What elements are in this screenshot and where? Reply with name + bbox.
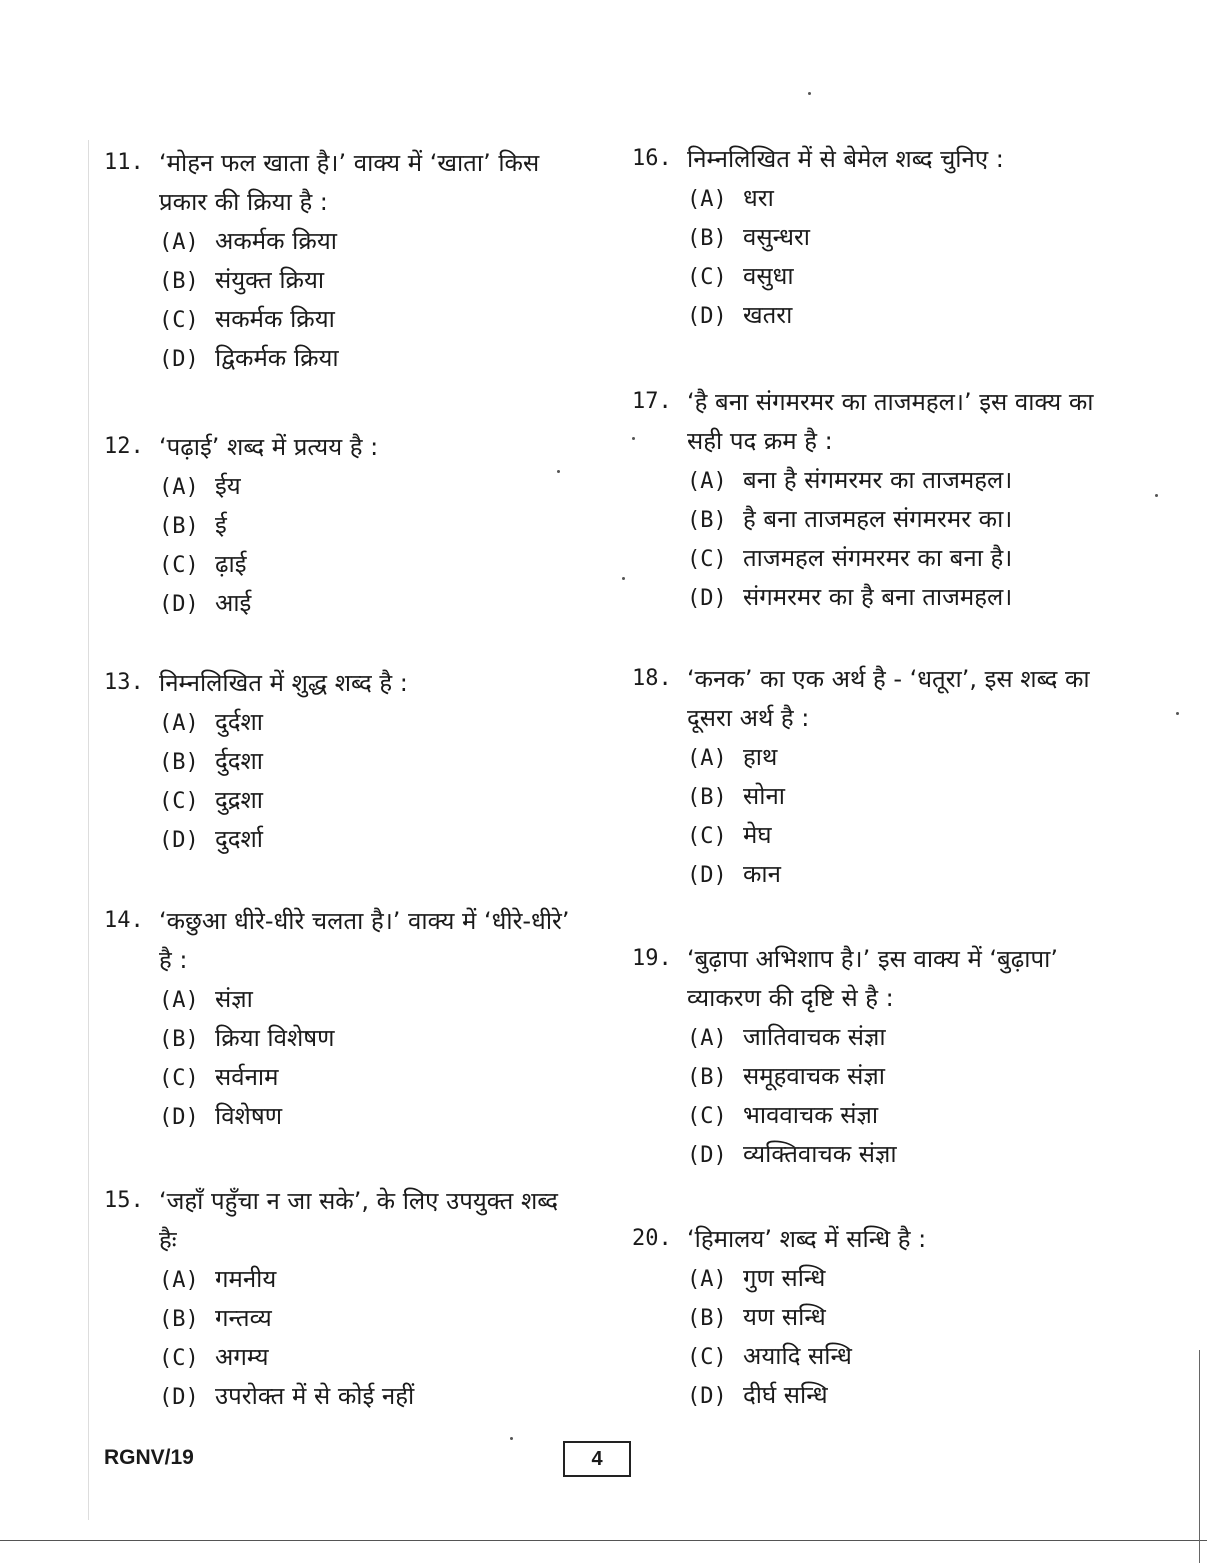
option-b xyxy=(159,506,574,545)
option-label: (C) xyxy=(159,308,199,333)
option-text: द्विकर्मक क्रिया xyxy=(215,344,339,372)
question-text: ‘जहाँ पहुँचा न जा सके’, के लिए उपयुक्त शब्द हैः xyxy=(159,1187,559,1254)
option-label: (A) xyxy=(159,230,199,255)
option-c xyxy=(687,816,1102,855)
bottom-rule xyxy=(0,1540,1207,1541)
option-a xyxy=(687,179,1102,218)
option-text: अकर्मक क्रिया xyxy=(215,227,337,255)
option-text: आई xyxy=(215,589,252,617)
option-label: (B) xyxy=(159,1307,199,1332)
option-list xyxy=(687,461,1102,617)
option-list xyxy=(159,1260,574,1416)
option-label: (D) xyxy=(687,304,727,329)
option-d xyxy=(159,1097,574,1136)
option-b xyxy=(159,1299,574,1338)
option-d xyxy=(159,584,574,623)
question-text: ‘हिमालय’ शब्द में सन्धि है : xyxy=(687,1225,927,1253)
option-list xyxy=(687,179,1102,335)
option-c xyxy=(159,781,574,820)
option-b xyxy=(687,1298,1102,1337)
option-b xyxy=(687,500,1102,539)
option-c xyxy=(159,1338,574,1377)
option-c xyxy=(687,1337,1102,1376)
option-label: (B) xyxy=(159,269,199,294)
option-label: (D) xyxy=(159,592,199,617)
option-list xyxy=(159,222,574,378)
option-label: (B) xyxy=(687,508,727,533)
option-label: (A) xyxy=(159,1268,199,1293)
scan-speck xyxy=(1176,712,1179,715)
option-text: बना है संगमरमर का ताजमहल। xyxy=(743,466,1013,494)
option-text: मेघ xyxy=(743,821,772,849)
option-label: (C) xyxy=(159,789,199,814)
option-b xyxy=(159,1019,574,1058)
question-number: 11. xyxy=(104,150,144,175)
option-text: गमनीय xyxy=(215,1265,277,1293)
option-text: ईय xyxy=(215,472,241,500)
option-text: संज्ञा xyxy=(215,985,253,1013)
question-text: ‘कछुआ धीरे-धीरे चलता है।’ वाक्य में ‘धीरे-धीरे’ है : xyxy=(159,907,570,974)
option-d xyxy=(687,296,1102,335)
option-text: अयादि सन्धि xyxy=(743,1342,852,1370)
option-d xyxy=(687,855,1102,894)
question-12 xyxy=(104,428,574,623)
option-a xyxy=(687,461,1102,500)
question-text: ‘बुढ़ापा अभिशाप है।’ इस वाक्य में ‘बुढ़ापा’ व्याकरण की दृष्टि से है : xyxy=(687,945,1058,1012)
option-label: (B) xyxy=(687,1065,727,1090)
option-c xyxy=(687,1096,1102,1135)
option-label: (A) xyxy=(687,1026,727,1051)
option-list xyxy=(687,1259,1102,1415)
question-18 xyxy=(632,660,1102,894)
option-label: (D) xyxy=(159,347,199,372)
option-text: सोना xyxy=(743,782,785,810)
question-15 xyxy=(104,1182,574,1416)
option-label: (B) xyxy=(687,785,727,810)
option-b xyxy=(687,218,1102,257)
option-c xyxy=(159,545,574,584)
scan-speck xyxy=(557,470,560,473)
option-a xyxy=(687,1018,1102,1057)
scan-speck xyxy=(632,437,635,440)
option-text: संयुक्त क्रिया xyxy=(215,266,325,294)
option-b xyxy=(687,777,1102,816)
option-text: अगम्य xyxy=(215,1343,269,1371)
option-label: (D) xyxy=(159,1105,199,1130)
question-11 xyxy=(104,144,574,378)
option-text: कान xyxy=(743,860,781,888)
question-text: ‘कनक’ का एक अर्थ है - ‘धतूरा’, इस शब्द का दूसरा अर्थ है : xyxy=(687,665,1090,732)
option-text: दुर्दशा xyxy=(215,708,264,736)
option-text: धरा xyxy=(743,184,774,212)
option-text: समूहवाचक संज्ञा xyxy=(743,1062,886,1090)
left-margin-line xyxy=(88,140,89,1520)
option-text: विशेषण xyxy=(215,1102,283,1130)
option-label: (C) xyxy=(687,1345,727,1370)
option-label: (D) xyxy=(687,1384,727,1409)
question-number: 18. xyxy=(632,666,672,691)
question-number: 15. xyxy=(104,1188,144,1213)
option-a xyxy=(159,980,574,1019)
option-label: (C) xyxy=(159,1066,199,1091)
option-text: दुद्रशा xyxy=(215,786,264,814)
question-number: 13. xyxy=(104,670,144,695)
option-a xyxy=(687,738,1102,777)
question-number: 20. xyxy=(632,1226,672,1251)
scan-speck xyxy=(1155,494,1158,497)
option-text: भाववाचक संज्ञा xyxy=(743,1101,879,1129)
option-d xyxy=(159,1377,574,1416)
option-a xyxy=(159,222,574,261)
right-edge-line xyxy=(1199,1350,1200,1563)
option-text: खतरा xyxy=(743,301,793,329)
option-label: (D) xyxy=(159,828,199,853)
question-16 xyxy=(632,140,1102,335)
option-list xyxy=(159,703,574,859)
booklet-code: RGNV/19 xyxy=(104,1446,194,1469)
option-text: यण सन्धि xyxy=(743,1303,826,1331)
question-17 xyxy=(632,383,1102,617)
option-text: व्यक्तिवाचक संज्ञा xyxy=(743,1140,897,1168)
option-list xyxy=(159,980,574,1136)
option-text: सर्वनाम xyxy=(215,1063,279,1091)
option-label: (B) xyxy=(159,514,199,539)
option-text: संगमरमर का है बना ताजमहल। xyxy=(743,583,1013,611)
option-text: दीर्घ सन्धि xyxy=(743,1381,828,1409)
option-label: (A) xyxy=(159,988,199,1013)
option-label: (C) xyxy=(159,1346,199,1371)
option-a xyxy=(159,1260,574,1299)
option-text: जातिवाचक संज्ञा xyxy=(743,1023,886,1051)
option-c xyxy=(687,257,1102,296)
option-label: (C) xyxy=(687,1104,727,1129)
option-text: हाथ xyxy=(743,743,778,771)
option-label: (A) xyxy=(159,475,199,500)
option-label: (D) xyxy=(687,1143,727,1168)
option-c xyxy=(159,1058,574,1097)
option-text: दुदर्शा xyxy=(215,825,264,853)
option-d xyxy=(159,820,574,859)
option-label: (C) xyxy=(687,824,727,849)
option-label: (C) xyxy=(159,553,199,578)
option-text: वसुन्धरा xyxy=(743,223,811,251)
option-d xyxy=(687,578,1102,617)
question-text: निम्नलिखित में से बेमेल शब्द चुनिए : xyxy=(687,145,1004,173)
question-number: 12. xyxy=(104,434,144,459)
question-number: 16. xyxy=(632,146,672,171)
option-c xyxy=(159,300,574,339)
question-20 xyxy=(632,1220,1102,1415)
question-number: 17. xyxy=(632,389,672,414)
option-label: (B) xyxy=(159,750,199,775)
question-13 xyxy=(104,664,574,859)
option-list xyxy=(687,1018,1102,1174)
option-label: (A) xyxy=(687,746,727,771)
option-text: ढ़ाई xyxy=(215,550,247,578)
scan-speck xyxy=(510,1437,513,1440)
question-14 xyxy=(104,902,574,1136)
option-label: (A) xyxy=(687,1267,727,1292)
option-text: ई xyxy=(215,511,227,539)
option-label: (D) xyxy=(687,586,727,611)
option-text: र्दुदशा xyxy=(215,747,264,775)
question-number: 19. xyxy=(632,946,672,971)
option-d xyxy=(687,1376,1102,1415)
option-text: है बना ताजमहल संगमरमर का। xyxy=(743,505,1013,533)
option-text: क्रिया विशेषण xyxy=(215,1024,335,1052)
option-label: (C) xyxy=(687,547,727,572)
option-a xyxy=(159,467,574,506)
scan-speck xyxy=(622,577,625,580)
option-text: उपरोक्त में से कोई नहीं xyxy=(215,1382,415,1410)
option-label: (A) xyxy=(687,469,727,494)
option-label: (B) xyxy=(687,1306,727,1331)
option-text: वसुधा xyxy=(743,262,794,290)
question-text: ‘है बना संगमरमर का ताजमहल।’ इस वाक्य का सही पद क्रम है : xyxy=(687,388,1094,455)
option-a xyxy=(159,703,574,742)
question-text: निम्नलिखित में शुद्ध शब्द है : xyxy=(159,669,408,697)
option-text: सकर्मक क्रिया xyxy=(215,305,335,333)
option-label: (A) xyxy=(159,711,199,736)
option-label: (D) xyxy=(687,863,727,888)
option-list xyxy=(159,467,574,623)
option-label: (B) xyxy=(687,226,727,251)
option-text: ताजमहल संगमरमर का बना है। xyxy=(743,544,1013,572)
option-c xyxy=(687,539,1102,578)
option-b xyxy=(159,261,574,300)
option-label: (A) xyxy=(687,187,727,212)
question-19 xyxy=(632,940,1102,1174)
option-list xyxy=(687,738,1102,894)
question-text: ‘पढ़ाई’ शब्द में प्रत्यय है : xyxy=(159,433,379,461)
option-b xyxy=(159,742,574,781)
option-b xyxy=(687,1057,1102,1096)
option-d xyxy=(687,1135,1102,1174)
option-label: (C) xyxy=(687,265,727,290)
option-label: (B) xyxy=(159,1027,199,1052)
page-number: 4 xyxy=(563,1441,631,1477)
question-number: 14. xyxy=(104,908,144,933)
option-d xyxy=(159,339,574,378)
option-text: गुण सन्धि xyxy=(743,1264,826,1292)
scan-speck xyxy=(808,92,811,95)
option-label: (D) xyxy=(159,1385,199,1410)
option-a xyxy=(687,1259,1102,1298)
option-text: गन्तव्य xyxy=(215,1304,272,1332)
question-text: ‘मोहन फल खाता है।’ वाक्य में ‘खाता’ किस प्रकार की क्रिया है : xyxy=(159,149,540,216)
